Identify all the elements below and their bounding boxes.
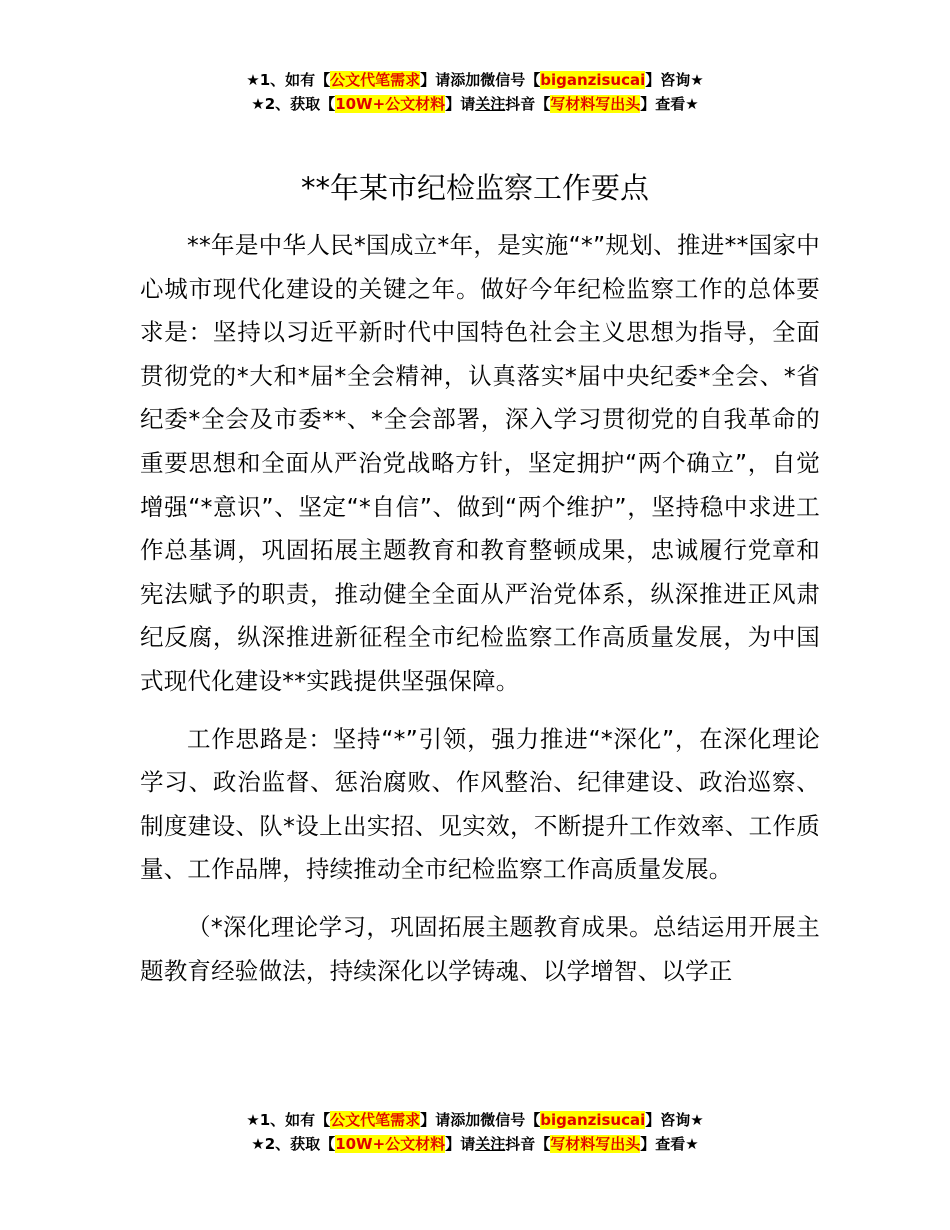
banner-text: 】咨询★	[645, 71, 704, 89]
banner-text: 】请	[445, 95, 476, 113]
banner-highlight: biganzisucai	[540, 71, 646, 89]
banner-text: 抖音【	[505, 95, 551, 113]
banner-text: 抖音【	[505, 1135, 551, 1153]
banner-text: ★1、如有【	[246, 1111, 331, 1129]
paragraph: **年是中华人民*国成立*年，是实施“*”规划、推进**国家中心城市现代化建设的关键之年。做好今年纪检监察工作的总体要求是：坚持以习近平新时代中国特色社会主义思想为指导，全面贯彻党的*大和*届*全会精神，认真落实*届中央纪委*全会、*省纪委*全会及市委**、*全会部署，深入学习贯彻党的自我革命的重要思想和全面从严治党战略方针，坚定拥护“两个确立”，自觉增强“*意识”、坚定“*自信”、做到“两个维护”，坚持稳中求进工作总基调，巩固拓展主题教育和教育整顿成果，忠诚履行党章和宪法赋予的职责，推动健全全面从严治党体系，纵深推进正风肃纪反腐，纵深推进新征程全市纪检监察工作高质量发展，为中国式现代化建设**实践提供坚强保障。	[140, 231, 820, 695]
banner-underlined-text: 关注	[475, 95, 506, 113]
banner-line-1	[0, 1108, 950, 1132]
banner-text: ★1、如有【	[246, 71, 331, 89]
banner-highlight: biganzisucai	[540, 1111, 646, 1129]
paragraph: （*深化理论学习，巩固拓展主题教育成果。总结运用开展主题教育经验做法，持续深化以学铸魂、以学增智、以学正	[140, 912, 820, 985]
banner-text: 】请添加微信号【	[420, 1111, 541, 1129]
paragraph: 工作思路是：坚持“*”引领，强力推进“*深化”，在深化理论学习、政治监督、惩治腐败、作风整治、纪律建设、政治巡察、制度建设、队*设上出实招、见实效，不断提升工作效率、工作质量、工作品牌，持续推动全市纪检监察工作高质量发展。	[140, 724, 820, 884]
banner-highlight: 10W+公文材料	[335, 95, 446, 113]
banner-highlight: 写材料写出头	[550, 95, 641, 113]
banner-highlight: 10W+公文材料	[335, 1135, 446, 1153]
banner-underlined-text: 关注	[475, 1135, 506, 1153]
banner-text: 】请	[445, 1135, 476, 1153]
banner-line-2	[0, 92, 950, 116]
banner-highlight: 公文代笔需求	[330, 71, 421, 89]
banner-line-2	[0, 1132, 950, 1156]
banner-text: ★2、获取【	[251, 1135, 336, 1153]
banner-text: 】请添加微信号【	[420, 71, 541, 89]
document-title: **年某市纪检监察工作要点	[300, 171, 649, 205]
banner-text: 】查看★	[640, 1135, 699, 1153]
top-watermark-banner	[0, 68, 950, 116]
banner-line-1	[0, 68, 950, 92]
document-body	[140, 224, 820, 993]
banner-text: 】咨询★	[645, 1111, 704, 1129]
banner-highlight: 写材料写出头	[550, 1135, 641, 1153]
bottom-watermark-banner	[0, 1108, 950, 1156]
banner-text: 】查看★	[640, 95, 699, 113]
banner-highlight: 公文代笔需求	[330, 1111, 421, 1129]
banner-text: ★2、获取【	[251, 95, 336, 113]
